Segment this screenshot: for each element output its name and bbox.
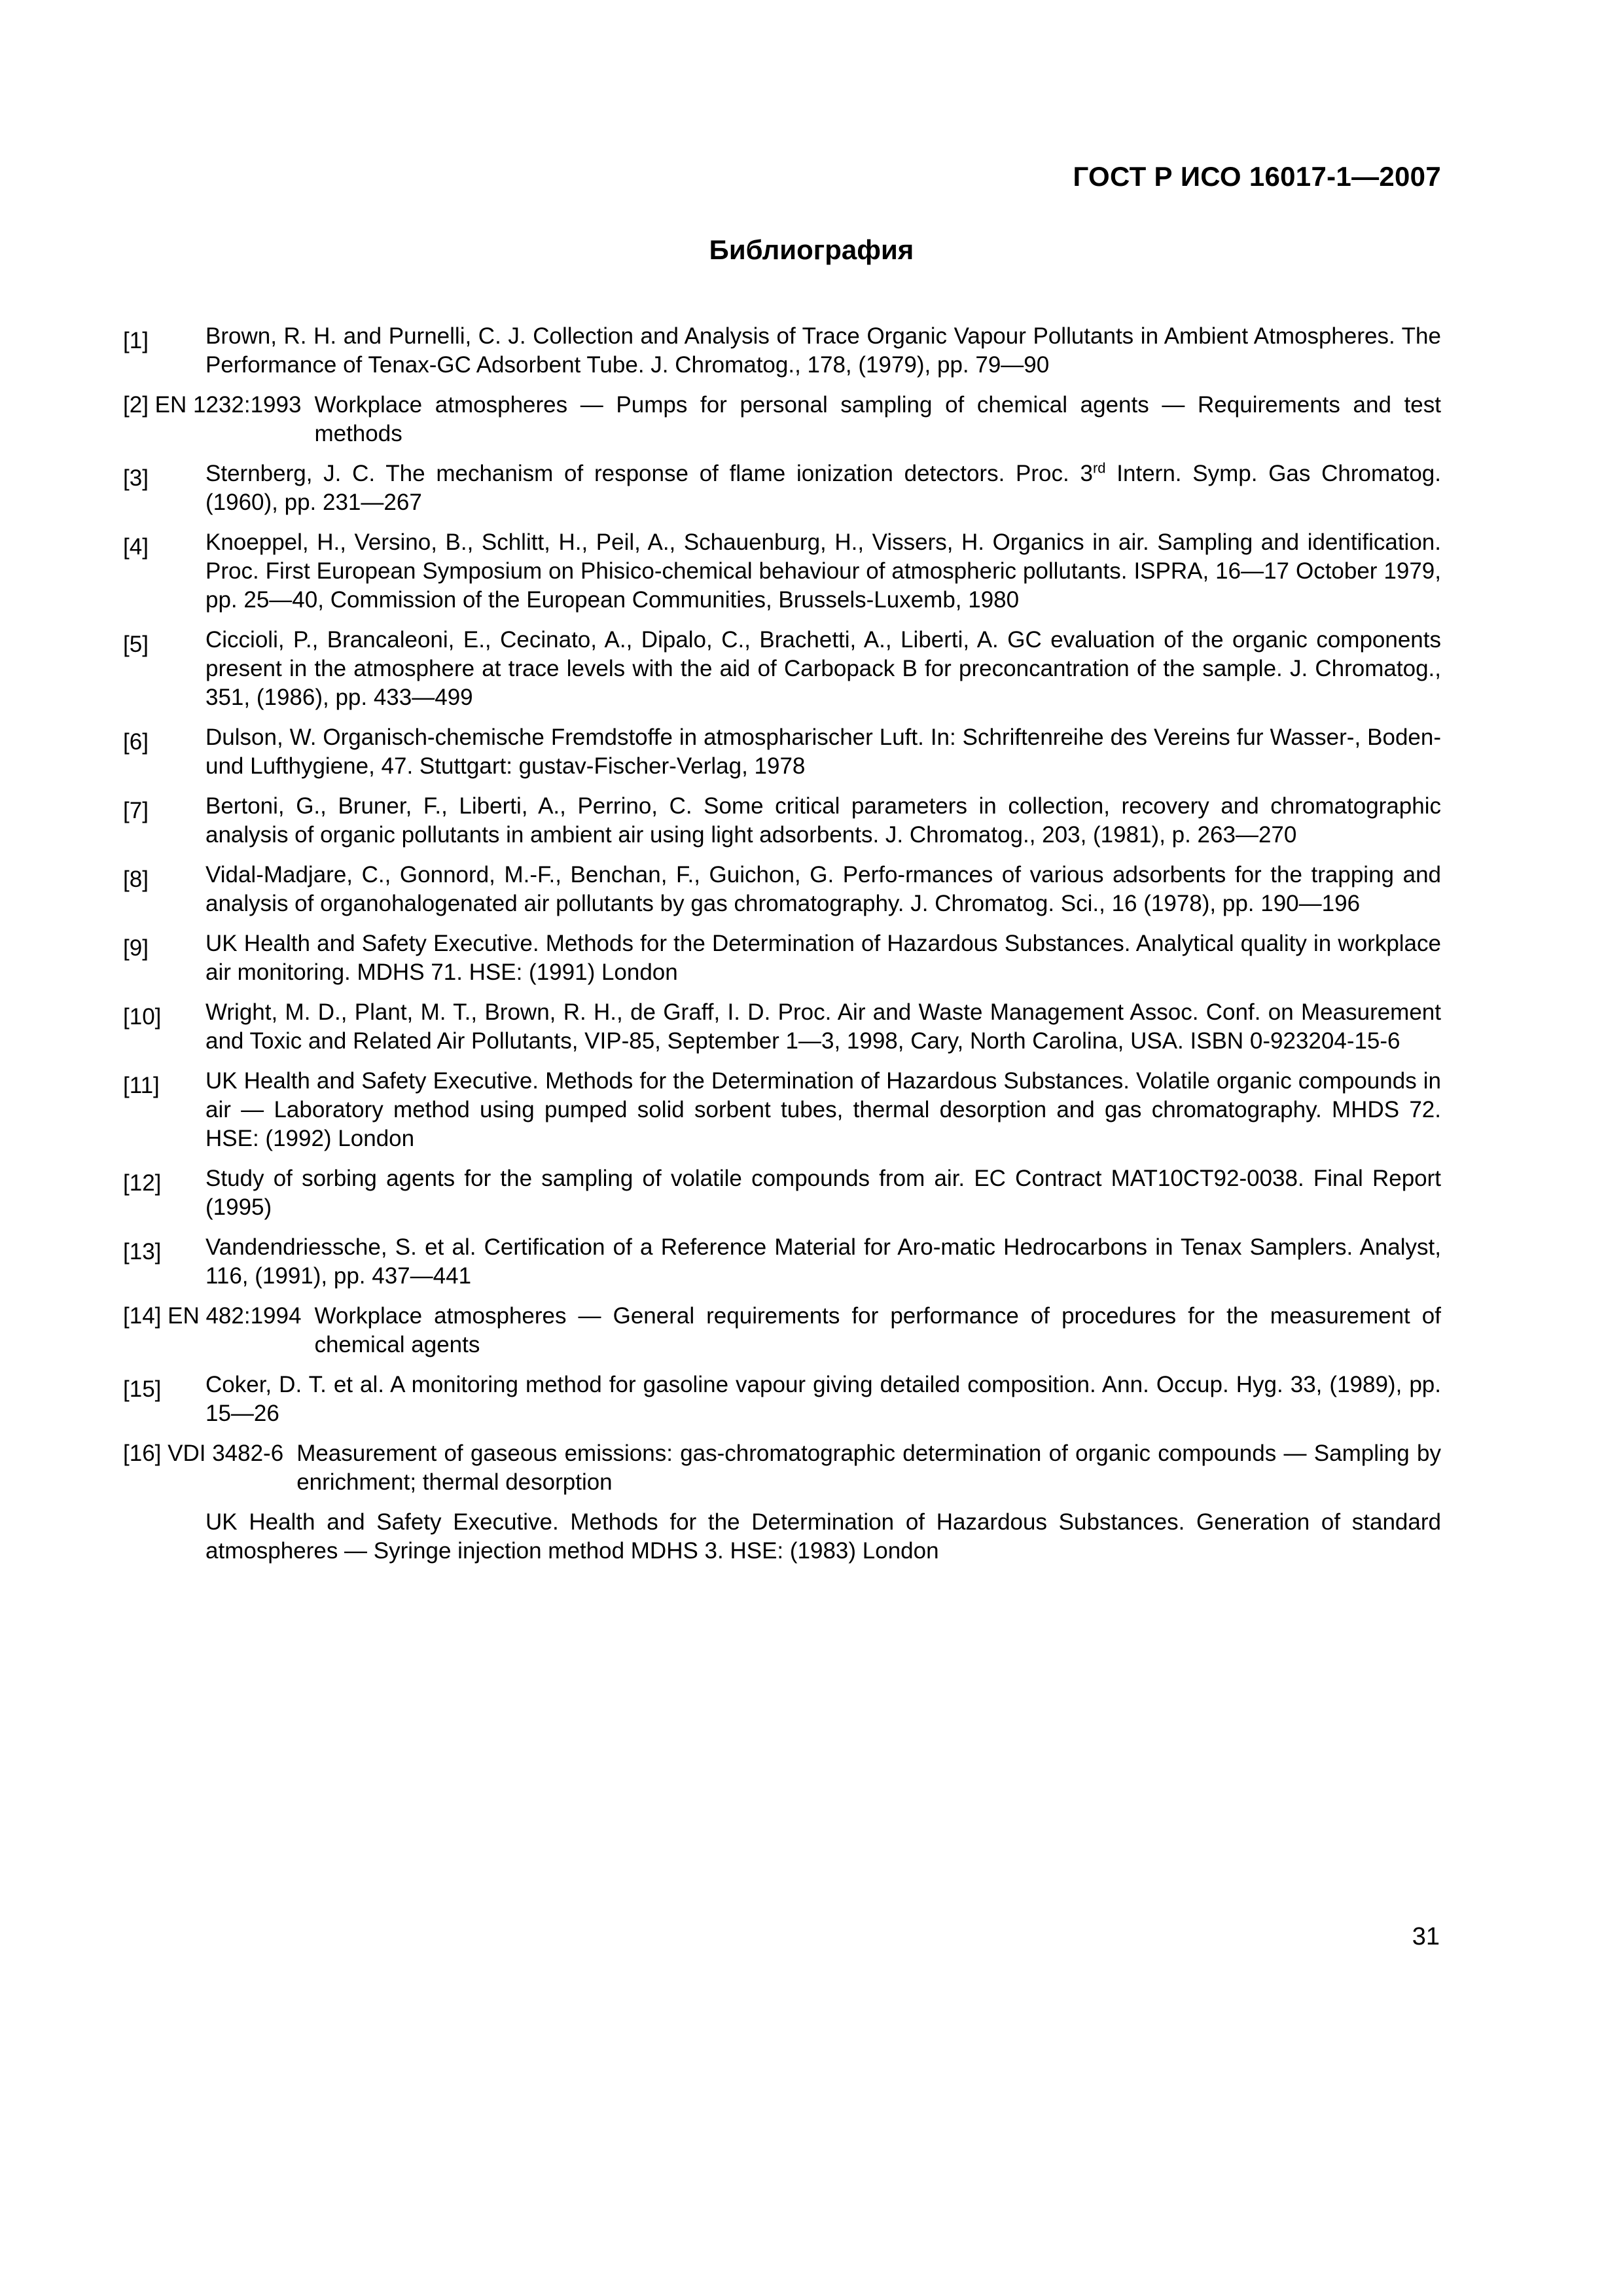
reference-text: UK Health and Safety Executive. Methods for the Determination of Hazardous Substances. Generation of standard atmospheres — Syringe injection method MDHS 3. HSE: (1983) London xyxy=(205,1509,1441,1564)
reference-text: Coker, D. T. et al. A monitoring method for gasoline vapour giving detailed composition. Ann. Occup. Hyg. 33, (1989), pp. 15—26 xyxy=(205,1372,1441,1426)
reference-item xyxy=(123,929,1441,987)
reference-number: [16] xyxy=(123,1441,162,1466)
reference-number: [1] xyxy=(123,328,149,353)
reference-text: Workplace atmospheres — Pumps for personal sampling of chemical agents — Requirements and test methods xyxy=(314,392,1441,446)
reference-number: [8] xyxy=(123,867,149,892)
reference-number: [2] xyxy=(123,392,149,418)
reference-item xyxy=(123,1371,1441,1428)
reference-item xyxy=(123,1233,1441,1291)
bibliography-list xyxy=(123,322,1441,1577)
reference-text: Wright, M. D., Plant, M. T., Brown, R. H., de Graff, I. D. Proc. Air and Waste Management Assoc. Conf. on Measurement and Toxic and Related Air Pollutants, VIP-85, September 1—3, 1998, Cary, North Carolina, USA. ISBN 0-923204-15-6 xyxy=(205,999,1441,1054)
reference-text: Measurement of gaseous emissions: gas-chromatographic determination of organic compounds — Sampling by enrichment; thermal desorption xyxy=(296,1441,1441,1495)
reference-item xyxy=(123,792,1441,850)
reference-text: Sternberg, J. C. The mechanism of response of flame ionization detectors. Proc. 3rd Intern. Symp. Gas Chromatog. (1960), pp. 231—267 xyxy=(205,459,1441,515)
reference-text: Study of sorbing agents for the sampling of volatile compounds from air. EC Contract MAT10CT92-0038. Final Report (1995) xyxy=(205,1166,1441,1220)
reference-item xyxy=(123,626,1441,712)
standard-code: EN 1232:1993 xyxy=(154,392,302,418)
reference-text: UK Health and Safety Executive. Methods for the Determination of Hazardous Substances. Volatile organic compounds in air — Laboratory method using pumped solid sorbent tubes, thermal desorption and gas chromatography. MHDS 72. HSE: (1992) London xyxy=(205,1068,1441,1151)
reference-item xyxy=(123,861,1441,918)
reference-number: [15] xyxy=(123,1376,162,1402)
reference-item xyxy=(123,723,1441,781)
reference-text: Brown, R. H. and Purnelli, C. J. Collection and Analysis of Trace Organic Vapour Pollutants in Ambient Atmospheres. The Performance of Tenax-GC Adsorbent Tube. J. Chromatog., 178, (1979), pp. 79—90 xyxy=(205,323,1441,378)
reference-number: [13] xyxy=(123,1239,162,1265)
reference-item xyxy=(123,1302,1441,1359)
reference-text: UK Health and Safety Executive. Methods for the Determination of Hazardous Substances. Analytical quality in workplace air monitoring. MDHS 71. HSE: (1991) London xyxy=(205,931,1441,985)
reference-number: [14] xyxy=(123,1303,162,1329)
reference-number: [4] xyxy=(123,534,149,560)
reference-text: Vandendriessche, S. et al. Certification of a Reference Material for Aro-matic Hedrocarbons in Tenax Samplers. Analyst, 116, (1991), pp. 437—441 xyxy=(205,1234,1441,1289)
document-header: ГОСТ Р ИСО 16017-1—2007 xyxy=(1073,161,1441,192)
reference-item xyxy=(123,459,1441,517)
reference-item xyxy=(123,391,1441,448)
reference-number: [10] xyxy=(123,1004,162,1030)
reference-number: [7] xyxy=(123,798,149,823)
reference-item xyxy=(123,1439,1441,1497)
superscript: rd xyxy=(1092,459,1106,476)
reference-text: Dulson, W. Organisch-chemische Fremdstoffe in atmospharischer Luft. In: Schriftenreihe des Vereins fur Wasser-, Boden- und Lufthygiene, 47. Stuttgart: gustav-Fischer-Verlag, 1978 xyxy=(205,725,1441,779)
standard-code: EN 482:1994 xyxy=(168,1303,302,1329)
reference-text: Vidal-Madjare, C., Gonnord, M.-F., Benchan, F., Guichon, G. Perfo-rmances of various adsorbents for the trapping and analysis of organohalogenated air pollutants by gas chromatography. J. Chromatog. Sci., 16 (1978), pp. 190—196 xyxy=(205,862,1441,916)
reference-item xyxy=(123,1067,1441,1153)
reference-item xyxy=(123,1508,1441,1566)
reference-item xyxy=(123,1164,1441,1222)
reference-text: Workplace atmospheres — General requirements for performance of procedures for the measurement of chemical agents xyxy=(314,1303,1441,1357)
reference-number: [11] xyxy=(123,1073,160,1098)
reference-number: [12] xyxy=(123,1170,162,1196)
reference-number: [5] xyxy=(123,632,149,657)
page-number: 31 xyxy=(1412,1923,1440,1950)
reference-text: Bertoni, G., Bruner, F., Liberti, A., Perrino, C. Some critical parameters in collection, recovery and chromatographic analysis of organic pollutants in ambient air using light adsorbents. J. Chromatog., 203, (1981), p. 263—270 xyxy=(205,793,1441,848)
reference-number: [9] xyxy=(123,935,149,961)
standard-code: VDI 3482-6 xyxy=(168,1441,284,1466)
reference-number: [3] xyxy=(123,465,149,491)
reference-text: Knoeppel, H., Versino, B., Schlitt, H., Peil, A., Schauenburg, H., Vissers, H. Organics in air. Sampling and identification. Proc. First European Symposium on Phisico-chemical behaviour of atmospheric pollutants. ISPRA, 16—17 October 1979, pp. 25—40, Commission of the European Communities, Brussels-Luxemb, 1980 xyxy=(205,529,1441,613)
reference-item xyxy=(123,528,1441,615)
page-title: Библиография xyxy=(709,234,914,265)
reference-text: Ciccioli, P., Brancaleoni, E., Cecinato, A., Dipalo, C., Brachetti, A., Liberti, A. GC evaluation of the organic components present in the atmosphere at trace levels with the aid of Carbopack B for preconcantration of the sample. J. Chromatog., 351, (1986), pp. 433—499 xyxy=(205,627,1441,710)
reference-number: [6] xyxy=(123,729,149,755)
reference-item xyxy=(123,998,1441,1056)
reference-item xyxy=(123,322,1441,380)
